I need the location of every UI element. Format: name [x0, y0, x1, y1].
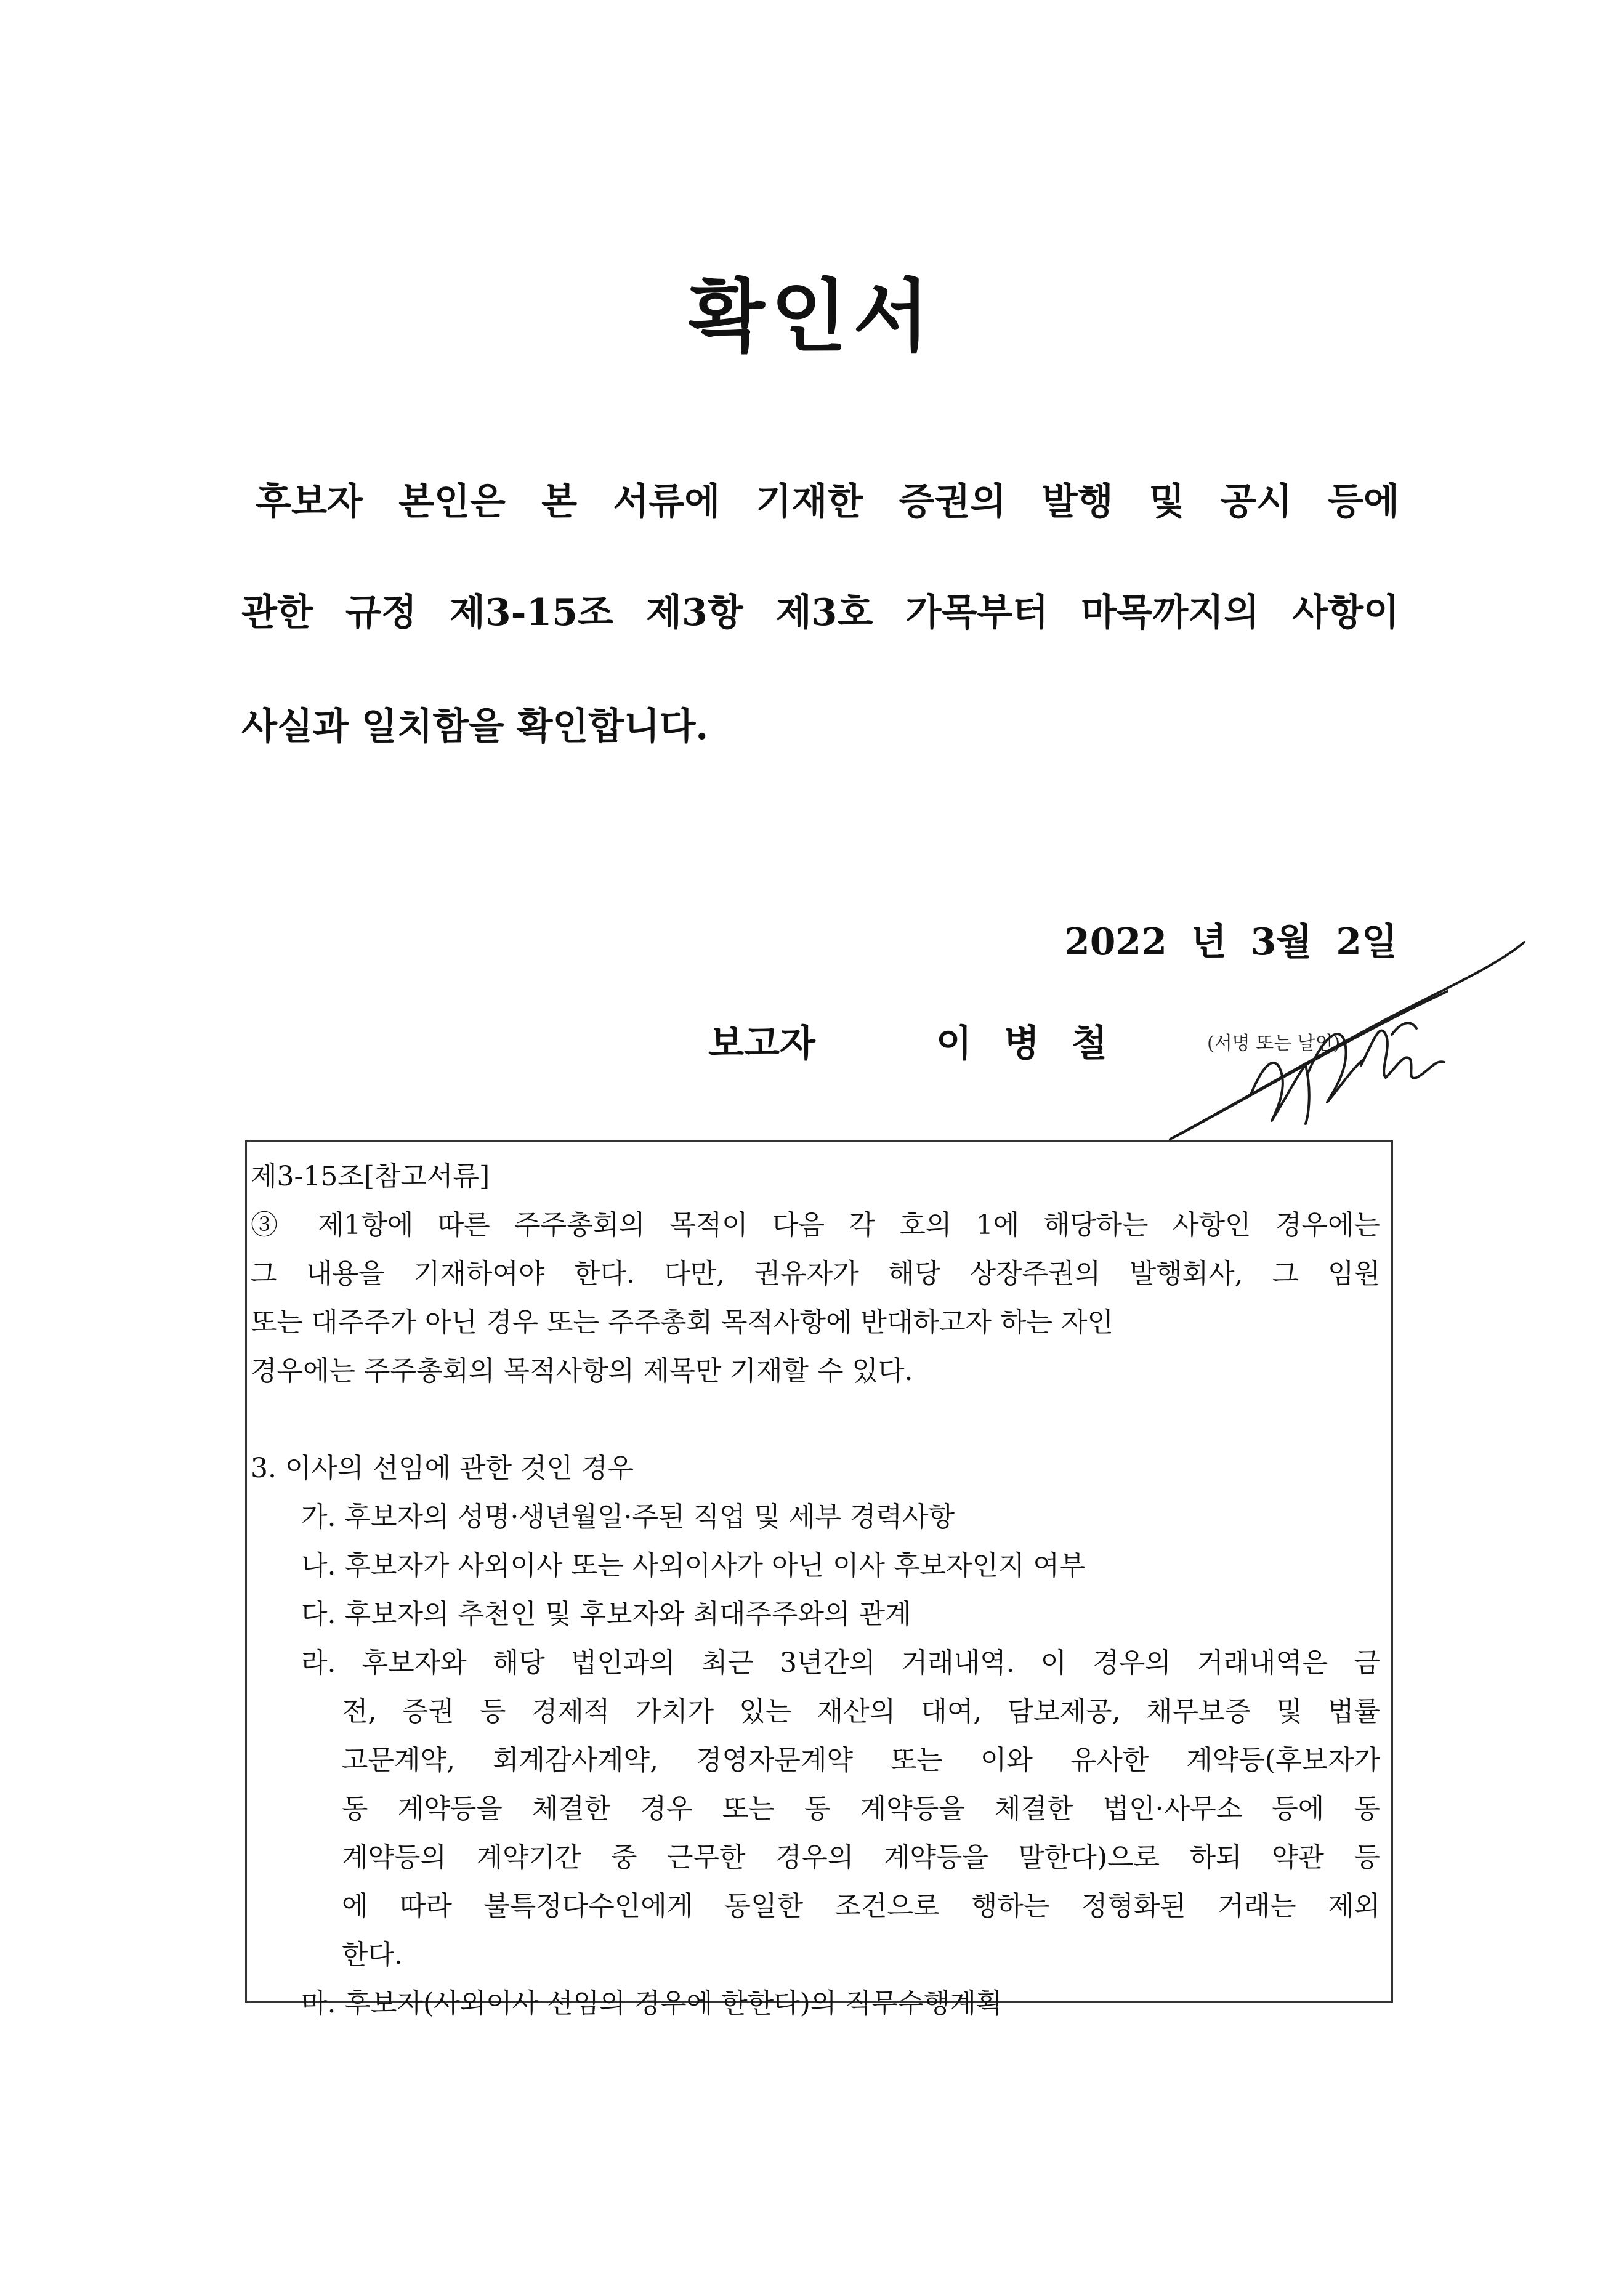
- reference-paragraph-line: 경우에는 주주총회의 목적사항의 제목만 기재할 수 있다.: [251, 1355, 913, 1387]
- document-date: 2022 년 3월 2일: [1064, 921, 1397, 964]
- reference-item-ma: 마. 후보자(사외이사 선임의 경우에 한한다)의 직무수행계획: [301, 1988, 1003, 2019]
- reference-paragraph-line: 그 내용을 기재하여야 한다. 다만, 권유자가 해당 상장주권의 발행회사, 그 임원: [251, 1258, 1380, 1289]
- reporter-label: 보고자: [708, 1022, 815, 1065]
- reference-heading: 제3-15조[참고서류]: [251, 1161, 490, 1192]
- reference-section-title: 3. 이사의 선임에 관한 것인 경우: [251, 1453, 634, 1484]
- reference-item-ra-continuation: 에 따라 불특정다수인에게 동일한 조건으로 행하는 정형화된 거래는 제외: [342, 1890, 1380, 1922]
- document-title: 확인서: [689, 270, 935, 363]
- reference-item-ga: 가. 후보자의 성명·생년월일·주된 직업 및 세부 경력사항: [301, 1501, 955, 1533]
- reference-paragraph-line: ③ 제1항에 따른 주주총회의 목적이 다음 각 호의 1에 해당하는 사항인 경우에는: [251, 1209, 1380, 1241]
- blank-line: [251, 1395, 1380, 1444]
- body-line-1: 후보자 본인은 본 서류에 기재한 증권의 발행 및 공시 등에: [256, 480, 1399, 523]
- reference-item-ra-continuation: 고문계약, 회계감사계약, 경영자문계약 또는 이와 유사한 계약등(후보자가: [342, 1744, 1380, 1776]
- reference-item-da: 다. 후보자의 추천인 및 후보자와 최대주주와의 관계: [301, 1599, 911, 1630]
- body-line-2: 관한 규정 제3-15조 제3항 제3호 가목부터 마목까지의 사항이: [241, 591, 1399, 634]
- handwritten-signature: [1158, 911, 1540, 1158]
- reference-item-ra: 라. 후보자와 해당 법인과의 최근 3년간의 거래내역. 이 경우의 거래내역은 금: [301, 1647, 1380, 1679]
- body-line-3: 사실과 일치함을 확인합니다.: [241, 705, 709, 748]
- reference-item-ra-continuation: 동 계약등을 체결한 경우 또는 동 계약등을 체결한 법인·사무소 등에 동: [342, 1793, 1380, 1825]
- reference-item-ra-continuation: 계약등의 계약기간 중 근무한 경우의 계약등을 말한다)으로 하되 약관 등: [342, 1842, 1381, 1873]
- reference-paragraph-line: 또는 대주주가 아닌 경우 또는 주주총회 목적사항에 반대하고자 하는 자인: [251, 1307, 1113, 1338]
- reference-item-na: 나. 후보자가 사외이사 또는 사외이사가 아닌 이사 후보자인지 여부: [301, 1550, 1086, 1581]
- reference-item-ra-continuation: 한다.: [342, 1939, 403, 1970]
- signature-note: (서명 또는 날인): [1207, 1033, 1341, 1054]
- reference-item-ra-continuation: 전, 증권 등 경제적 가치가 있는 재산의 대여, 담보제공, 채무보증 및 법률: [342, 1696, 1380, 1727]
- reference-box: [245, 1140, 1393, 2019]
- reporter-name: 이병철: [936, 1022, 1139, 1065]
